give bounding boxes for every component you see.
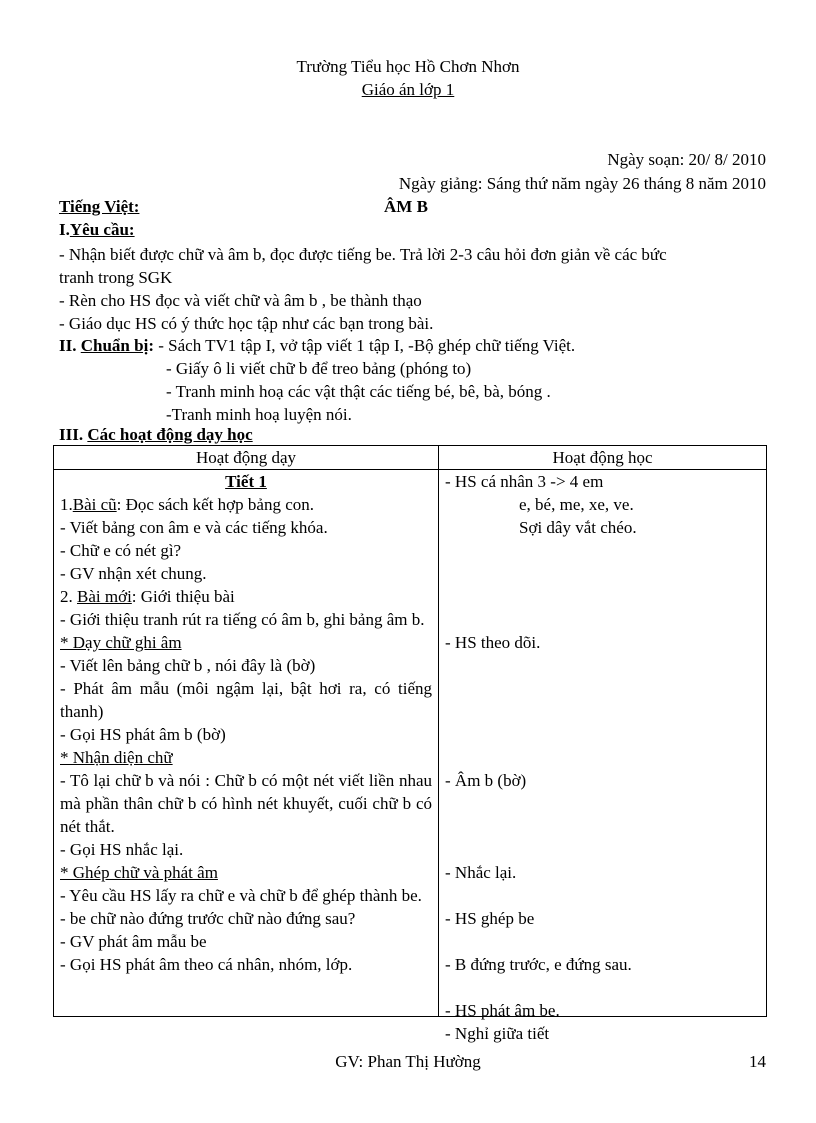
student-line-4: - HS theo dõi. bbox=[445, 633, 541, 652]
r5-label: Bài mới bbox=[77, 587, 132, 606]
teacher-line-8: - Viết lên bảng chữ b , nói đây là (bờ) bbox=[60, 656, 316, 675]
section3-heading bbox=[59, 425, 253, 445]
section2-item-2: - Tranh minh hoạ các vật thật các tiếng bé, bê, bà, bóng . bbox=[166, 382, 551, 401]
r14-text: * Ghép chữ và phát âm bbox=[60, 863, 218, 882]
teacher-line-12: - Tô lại chữ b và nói : Chữ b có một nét viết liền nhau mà phần thân chữ b có hình nét khuyết, cuối chữ b có nét thắt. bbox=[60, 771, 432, 836]
plan-title: Giáo án lớp 1 bbox=[361, 80, 455, 99]
plan-title-wrap bbox=[0, 80, 816, 100]
section2-item-0: - Sách TV1 tập I, vở tập viết 1 tập I, -Bộ ghép chữ tiếng Việt. bbox=[153, 336, 576, 355]
student-line-7: - HS ghép be bbox=[445, 909, 535, 928]
student-line-3: Sợi dây vắt chéo. bbox=[519, 518, 637, 537]
teacher-line-2: - Viết bảng con âm e và các tiếng khóa. bbox=[60, 518, 328, 537]
section1-title: Yêu cầu: bbox=[69, 220, 135, 239]
teacher-line-10: - Gọi HS phát âm b (bờ) bbox=[60, 725, 226, 744]
r11-text: * Nhận diện chữ bbox=[60, 748, 173, 767]
teacher-line-18: - Gọi HS phát âm theo cá nhân, nhóm, lớp. bbox=[60, 955, 353, 974]
section1-num: I. bbox=[59, 220, 70, 239]
r1-num: 1. bbox=[60, 495, 73, 514]
r1-text: : Đọc sách kết hợp bảng con. bbox=[116, 495, 315, 514]
school-name: Trường Tiểu học Hồ Chơn Nhơn bbox=[296, 57, 520, 76]
table-row bbox=[54, 470, 767, 1017]
subject-label: Tiếng Việt: bbox=[59, 197, 140, 216]
section1-heading bbox=[59, 220, 135, 240]
section1-item-1: - Nhận biết được chữ và âm b, đọc được tiếng be. Trả lời 2-3 câu hỏi đơn giản về các bức bbox=[59, 245, 667, 264]
teacher-line-3: - Chữ e có nét gì? bbox=[60, 541, 182, 560]
teacher-activities bbox=[54, 470, 439, 1017]
student-line-6: - Nhắc lại. bbox=[445, 863, 517, 882]
lesson-table bbox=[53, 445, 767, 1043]
teacher-line-14 bbox=[60, 861, 432, 884]
teacher-line-6: - Giới thiệu tranh rút ra tiếng có âm b, ghi bảng âm b. bbox=[60, 610, 425, 629]
section2-first-line bbox=[59, 334, 575, 357]
col-student-header: Hoạt động học bbox=[439, 446, 767, 470]
r5-num: 2. bbox=[60, 587, 77, 606]
table-header-row bbox=[54, 446, 767, 470]
section2-colon: : bbox=[148, 336, 154, 355]
r1-label: Bài cũ bbox=[72, 495, 117, 514]
r7-text: * Dạy chữ ghi âm bbox=[60, 633, 182, 652]
student-line-9: - HS phát âm be. bbox=[445, 1001, 560, 1020]
section2-item-3: -Tranh minh hoạ luyện nói. bbox=[166, 405, 352, 424]
section3-title: Các hoạt động dạy học bbox=[87, 425, 253, 444]
section2-title: Chuẩn bị bbox=[80, 336, 149, 355]
section2-num: II. bbox=[59, 336, 77, 355]
section3-num: III. bbox=[59, 425, 84, 444]
page-number: 14 bbox=[749, 1052, 766, 1071]
teacher-line-1 bbox=[60, 493, 432, 516]
section2-item-1: - Giấy ô li viết chữ b để treo bảng (phóng to) bbox=[166, 359, 472, 378]
teacher-line-16: - be chữ nào đứng trước chữ nào đứng sau? bbox=[60, 909, 356, 928]
r5-text: : Giới thiệu bài bbox=[131, 587, 235, 606]
footer-teacher: GV: Phan Thị Hường bbox=[335, 1052, 481, 1071]
teacher-line-5 bbox=[60, 585, 432, 608]
student-line-8: - B đứng trước, e đứng sau. bbox=[445, 955, 632, 974]
student-line-2: e, bé, me, xe, ve. bbox=[519, 495, 634, 514]
teacher-line-11 bbox=[60, 746, 432, 769]
date-prepared: Ngày soạn: 20/ 8/ 2010 bbox=[607, 150, 766, 169]
col-teacher-header: Hoạt động dạy bbox=[54, 446, 439, 470]
teacher-line-4: - GV nhận xét chung. bbox=[60, 564, 207, 583]
date-taught: Ngày giảng: Sáng thứ năm ngày 26 tháng 8 năm 2010 bbox=[398, 174, 766, 193]
teacher-line-17: - GV phát âm mẫu be bbox=[60, 932, 207, 951]
section1-item-2: tranh trong SGK bbox=[59, 268, 173, 287]
student-activities bbox=[439, 470, 767, 1043]
student-line-10: - Nghỉ giữa tiết bbox=[445, 1024, 550, 1043]
teacher-line-9: - Phát âm mẫu (môi ngậm lại, bật hơi ra, có tiếng thanh) bbox=[60, 679, 432, 721]
tiet-label: Tiết 1 bbox=[225, 472, 267, 491]
student-line-1: - HS cá nhân 3 -> 4 em bbox=[445, 472, 604, 491]
section1-item-4: - Giáo dục HS có ý thức học tập như các bạn trong bài. bbox=[59, 314, 434, 333]
teacher-line-15: - Yêu cầu HS lấy ra chữ e và chữ b để ghép thành be. bbox=[60, 886, 422, 905]
teacher-line-7 bbox=[60, 631, 432, 654]
lesson-title: ÂM B bbox=[384, 197, 428, 216]
section1-item-3: - Rèn cho HS đọc và viết chữ và âm b , be thành thạo bbox=[59, 291, 422, 310]
teacher-line-13: - Gọi HS nhắc lại. bbox=[60, 840, 184, 859]
student-line-5: - Âm b (bờ) bbox=[445, 771, 527, 790]
